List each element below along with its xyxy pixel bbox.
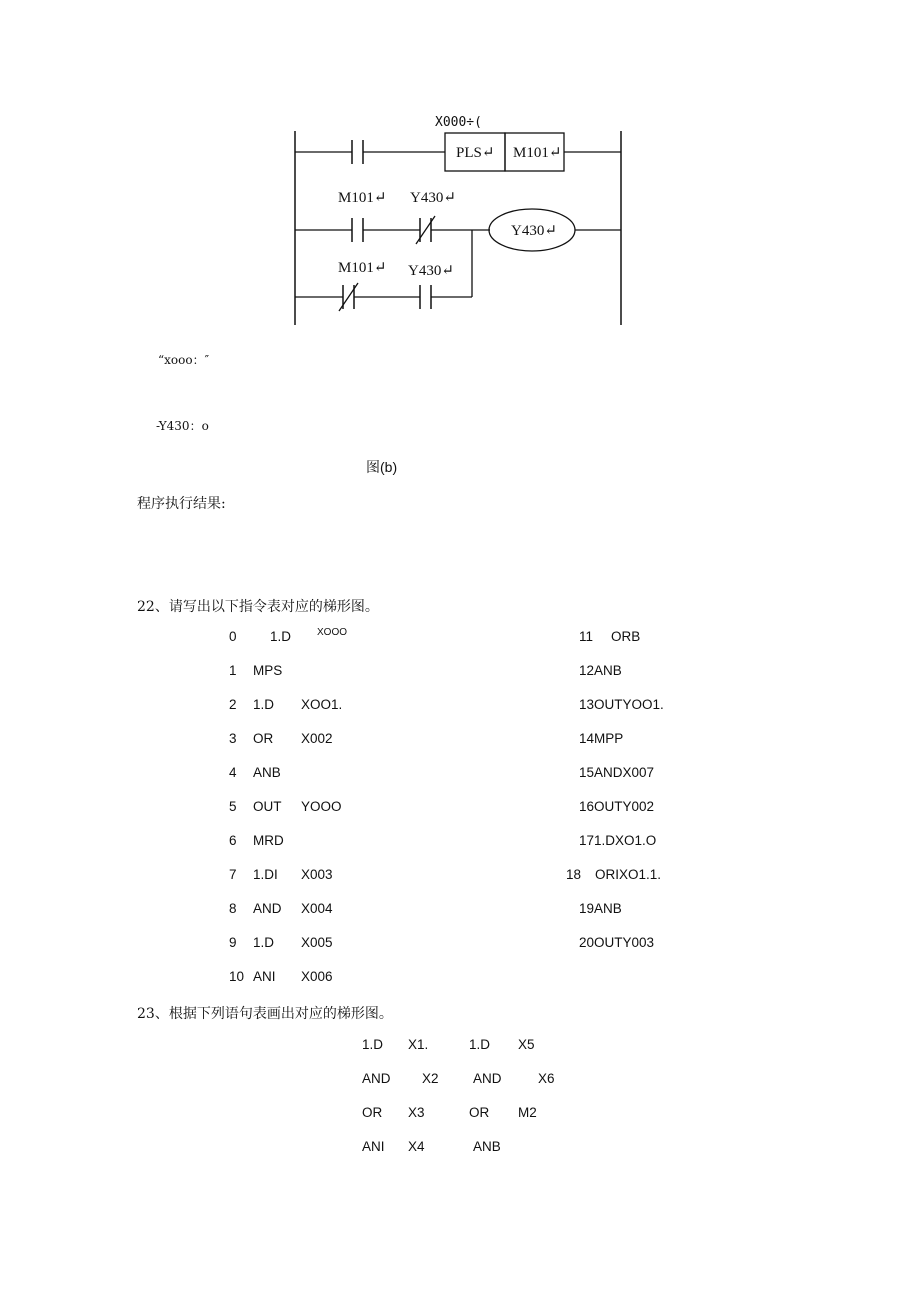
instr-num: 12 xyxy=(579,663,595,678)
instr-num: 20 xyxy=(579,935,595,950)
instr-num: 8 xyxy=(229,901,237,916)
instr-op: MPS xyxy=(253,663,283,678)
ladder-svg xyxy=(0,0,920,340)
instr-num: 17 xyxy=(579,833,595,848)
instr-num: 13 xyxy=(579,697,595,712)
instr-op: ANB xyxy=(253,765,281,780)
figure-caption: 图(b) xyxy=(366,459,398,475)
q22-right-row xyxy=(579,935,654,950)
result-label: 程序执行结果: xyxy=(137,496,226,512)
q23-arg1: X3 xyxy=(408,1105,425,1120)
q23-op2: 1.D xyxy=(469,1037,491,1052)
q23-arg1: X4 xyxy=(408,1139,425,1154)
q23-arg2: M2 xyxy=(518,1105,537,1120)
instr-text: OUTY002 xyxy=(594,799,655,814)
ladder-top-label: X000÷( xyxy=(435,115,482,130)
instr-arg: X005 xyxy=(301,935,333,950)
q22-right-row xyxy=(579,697,664,712)
instr-arg: X004 xyxy=(301,901,333,916)
instr-op: 1.D xyxy=(253,935,275,950)
q23-arg1: X2 xyxy=(422,1071,439,1086)
row3-contact2-label: Y430↵ xyxy=(408,263,454,279)
instr-num: 7 xyxy=(229,867,237,882)
row2-contact1-label: M101↵ xyxy=(338,190,387,206)
instr-num: 4 xyxy=(229,765,237,780)
instr-op: 1.D xyxy=(270,629,292,644)
q23-title: 23、根据下列语句表画出对应的梯形图。 xyxy=(137,1006,393,1022)
instr-num: 6 xyxy=(229,833,237,848)
instr-arg: XOO1. xyxy=(301,697,343,712)
instr-num: 14 xyxy=(579,731,595,746)
instr-num: 5 xyxy=(229,799,237,814)
instr-num: 1 xyxy=(229,663,237,678)
q22-right-row xyxy=(579,731,623,746)
instr-text: ORIXO1.1. xyxy=(595,867,662,882)
instr-arg: XOOO xyxy=(317,627,348,638)
instr-arg: X003 xyxy=(301,867,333,882)
row3-contact1-label: M101↵ xyxy=(338,260,387,276)
instr-op: 1.DI xyxy=(253,867,278,882)
instr-text: OUTYOO1. xyxy=(594,697,664,712)
q22-right-row xyxy=(579,663,622,678)
q23-op2: OR xyxy=(469,1105,490,1120)
instr-text: MPP xyxy=(594,731,624,746)
instr-op: AND xyxy=(253,901,282,916)
x000-timing-label: “xooo：″ xyxy=(158,353,210,367)
instr-num: 18 xyxy=(566,867,582,882)
instr-num: 15 xyxy=(579,765,595,780)
instr-num: 11 xyxy=(579,629,594,644)
instr-num: 19 xyxy=(579,901,595,916)
q23-op1: AND xyxy=(362,1071,391,1086)
q23-arg1: X1. xyxy=(408,1037,429,1052)
q22-right-row xyxy=(579,901,622,916)
row2-contact2-label: Y430↵ xyxy=(410,190,456,206)
instr-num: 9 xyxy=(229,935,237,950)
q22-title: 22、请写出以下指令表对应的梯形图。 xyxy=(137,599,379,615)
instr-text: ANB xyxy=(594,663,622,678)
q22-right-row xyxy=(579,833,656,848)
instr-num: 10 xyxy=(229,969,245,984)
y430-timing-label: -Y430：o xyxy=(156,419,209,433)
q22-right-row xyxy=(579,765,654,780)
instr-op: OR xyxy=(253,731,274,746)
q23-arg2: X6 xyxy=(538,1071,555,1086)
q23-op1: 1.D xyxy=(362,1037,384,1052)
instr-text: ANB xyxy=(594,901,622,916)
pls-label: PLS↵ xyxy=(456,145,495,161)
coil-label: Y430↵ xyxy=(511,223,557,239)
instr-text: ANDX007 xyxy=(594,765,655,780)
instr-text: OUTY003 xyxy=(594,935,655,950)
m101-box-label: M101↵ xyxy=(513,145,562,161)
q23-op2: ANB xyxy=(473,1139,501,1154)
q23-arg2: X5 xyxy=(518,1037,535,1052)
ladder-diagram xyxy=(0,0,920,340)
instr-op: ANI xyxy=(253,969,276,984)
q22-right-row xyxy=(579,799,654,814)
instr-num: 2 xyxy=(229,697,237,712)
q22-right-row xyxy=(566,867,661,882)
instr-text: ORB xyxy=(611,629,641,644)
instr-arg: X006 xyxy=(301,969,333,984)
instr-arg: X002 xyxy=(301,731,333,746)
instr-arg: YOOO xyxy=(301,799,342,814)
instr-op: 1.D xyxy=(253,697,275,712)
instr-num: 0 xyxy=(229,629,237,644)
instr-op: OUT xyxy=(253,799,282,814)
instr-op: MRD xyxy=(253,833,284,848)
q23-op2: AND xyxy=(473,1071,502,1086)
q22-right-row xyxy=(579,629,640,644)
q23-op1: ANI xyxy=(362,1139,385,1154)
instr-text: 1.DXO1.O xyxy=(594,833,657,848)
instr-num: 16 xyxy=(579,799,595,814)
instr-num: 3 xyxy=(229,731,237,746)
q23-op1: OR xyxy=(362,1105,383,1120)
